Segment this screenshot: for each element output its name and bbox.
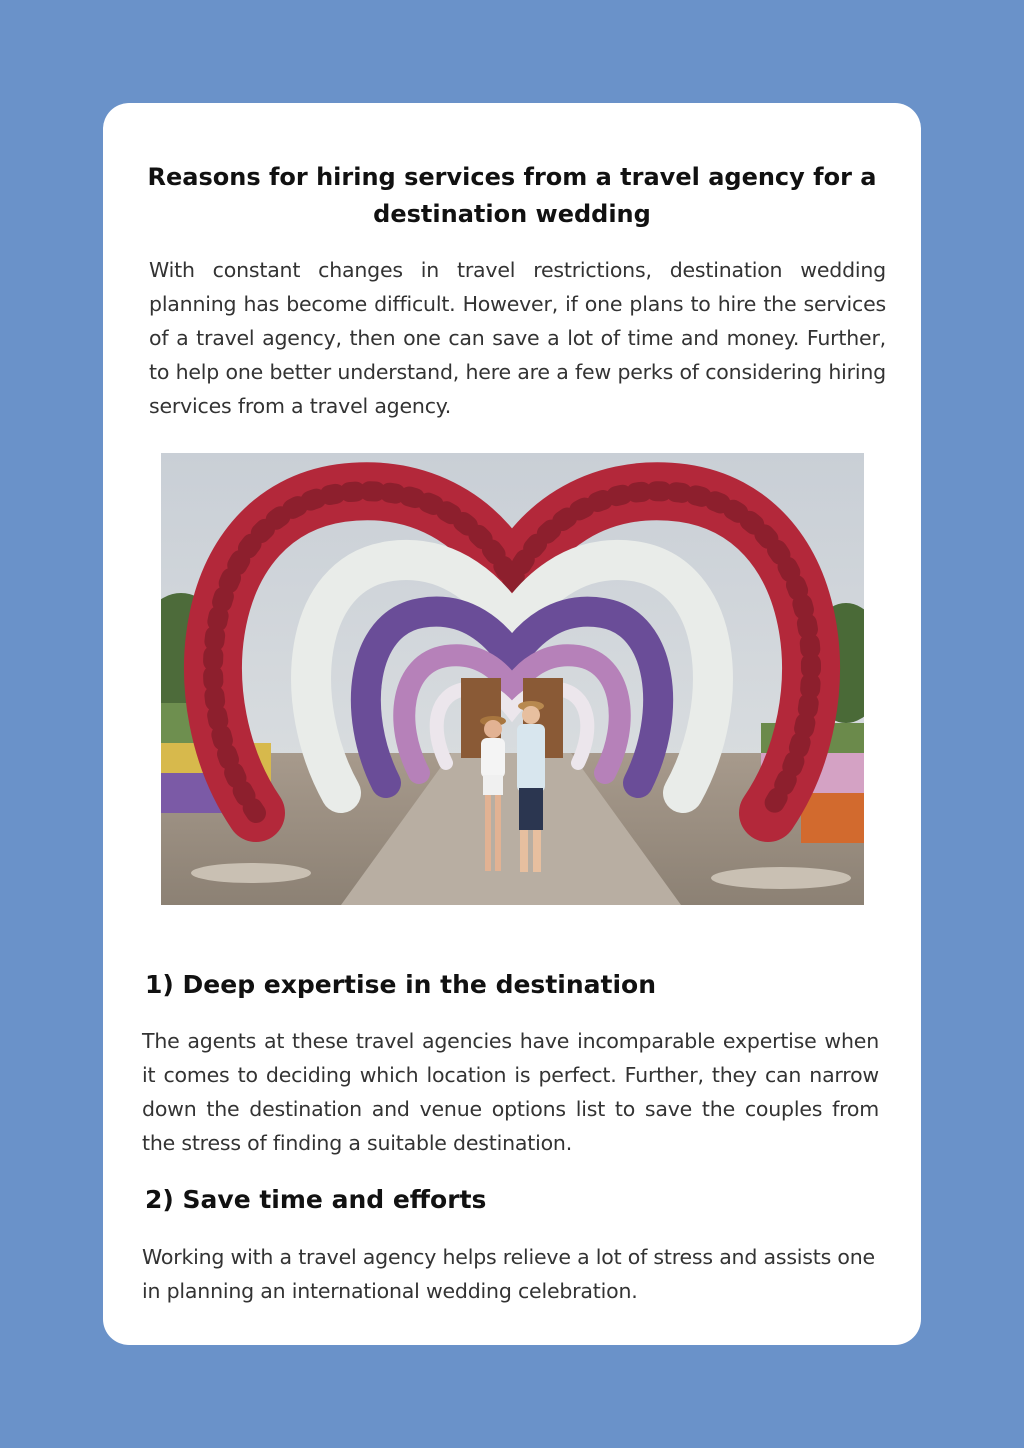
section-body-save-time: Working with a travel agency helps relieve a lot of stress and assists one in planning an international wedding celebration. xyxy=(142,1245,875,1303)
heart-flower-arch-photo xyxy=(161,453,864,905)
page-title: Reasons for hiring services from a travel agency for a destination wedding xyxy=(147,163,877,228)
section-heading-save-time: 2) Save time and efforts xyxy=(145,1185,487,1214)
section-body-expertise: The agents at these travel agencies have incomparable expertise when it comes to deciding which location is perfect. Further, they can narrow down the destination and venue options list to save the couples from the stress of finding a suitable destination. xyxy=(142,1029,879,1155)
section-heading-expertise: 1) Deep expertise in the destination xyxy=(145,970,656,999)
content-card xyxy=(103,103,921,1345)
intro-paragraph: With constant changes in travel restrictions, destination wedding planning has become difficult. However, if one plans to hire the services of a travel agency, then one can save a lot of time and money. Further, to help one better understand, here are a few perks of considering hiring services from a travel agency. xyxy=(149,258,886,418)
